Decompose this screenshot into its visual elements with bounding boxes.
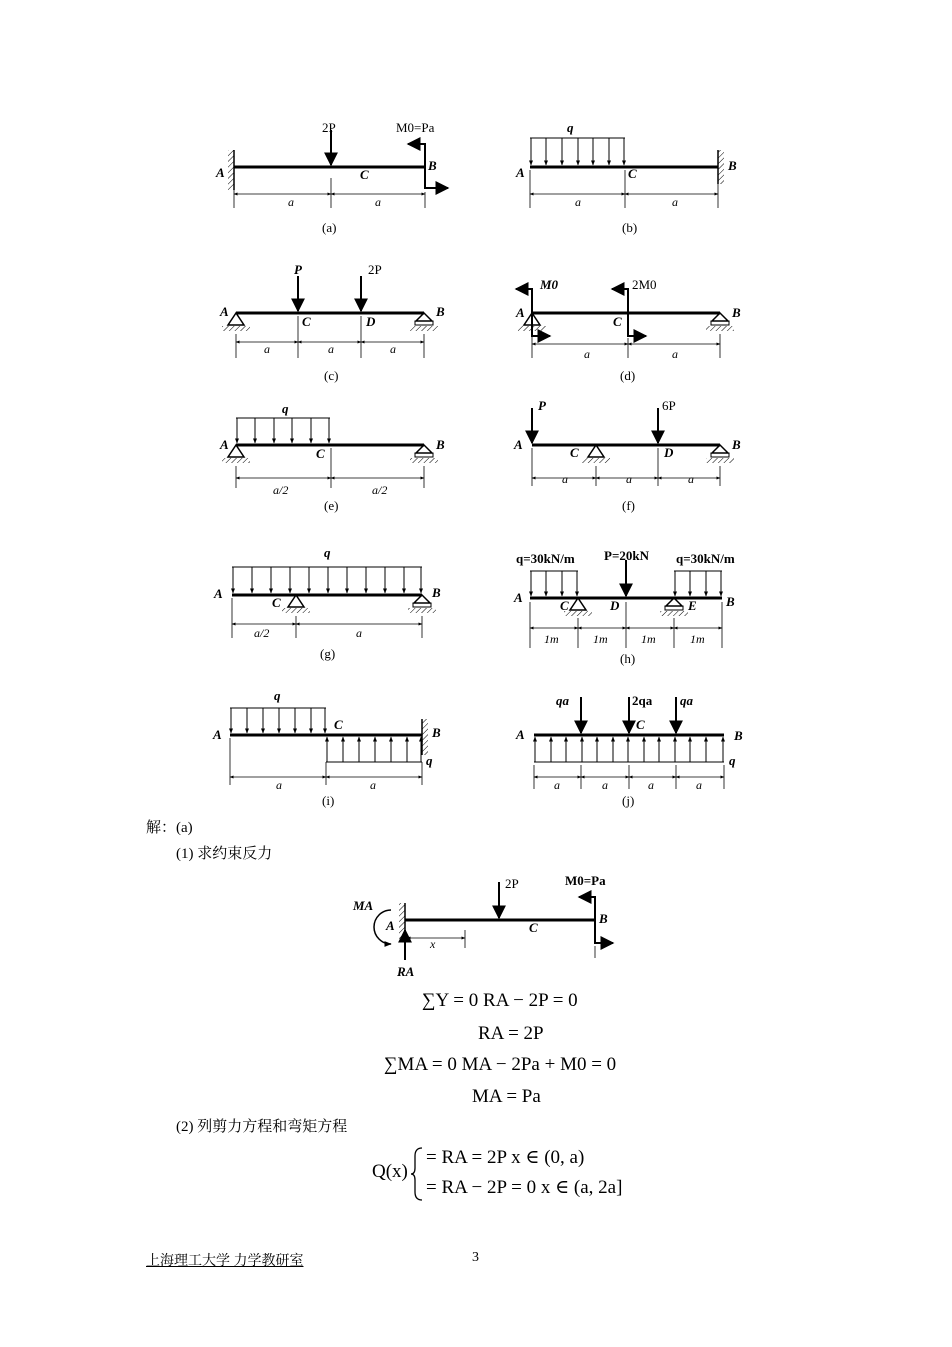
shear-lhs: Q(x) (372, 1161, 408, 1182)
label-c: C (613, 314, 622, 329)
label-c: C (560, 598, 569, 613)
dim-j2: a (602, 778, 608, 792)
load-6p: 6P (662, 398, 676, 413)
equation-sum-ma: ∑MA = 0 MA − 2Pa + M0 = 0 (384, 1054, 617, 1075)
load-q2: q=30kN/m (676, 551, 735, 566)
caption-h: (h) (620, 651, 636, 666)
label-c: C (529, 920, 538, 935)
equation-ra: RA = 2P (478, 1023, 544, 1044)
caption-i: (i) (322, 793, 335, 808)
caption-c: (c) (324, 368, 339, 383)
label-b: B (428, 158, 437, 173)
figure-d (500, 258, 760, 388)
load-q: q (324, 545, 331, 560)
label-x: x (430, 937, 436, 951)
load-2p: 2P (322, 120, 336, 135)
label-c: C (302, 314, 311, 329)
label-b: B (432, 585, 441, 600)
caption-d: (d) (620, 368, 636, 383)
caption-a: (a) (322, 220, 337, 235)
figure-c (200, 258, 460, 388)
dim-c1: a (264, 342, 270, 356)
dim-j4: a (696, 778, 702, 792)
caption-b: (b) (622, 220, 638, 235)
figure-f (500, 398, 760, 518)
label-b: B (732, 437, 741, 452)
load-q-top: q (274, 688, 281, 703)
shear-case-2: = RA − 2P = 0 x ∈ (a, 2a] (426, 1177, 623, 1198)
load-moment: M0=Pa (565, 873, 606, 888)
shear-case-1: = RA = 2P x ∈ (0, a) (426, 1147, 585, 1168)
caption-f: (f) (622, 498, 635, 513)
load-q: q (567, 120, 574, 135)
label-a: A (514, 590, 523, 605)
label-a: A (514, 437, 523, 452)
dim-f1: a (562, 472, 568, 486)
equation-ma: MA = Pa (472, 1086, 541, 1107)
label-a: A (386, 918, 395, 933)
equation-sum-y: ∑Y = 0 RA − 2P = 0 (422, 990, 578, 1011)
label-a: A (516, 305, 525, 320)
dim-i2: a (370, 778, 376, 792)
dim-h4: 1m (690, 632, 705, 646)
load-p: P=20kN (604, 548, 649, 563)
label-c: C (628, 166, 637, 181)
load-2m0: 2M0 (632, 277, 657, 292)
label-b: B (436, 437, 445, 452)
dim-j3: a (648, 778, 654, 792)
dim-i1: a (276, 778, 282, 792)
label-ra: RA (397, 964, 415, 979)
load-m0: M0 (540, 277, 559, 292)
free-body-diagram (345, 868, 635, 988)
dim-a1: a (288, 195, 294, 209)
dim-g2: a (356, 626, 362, 640)
figure-j (500, 685, 760, 815)
load-qa-1: qa (556, 693, 569, 708)
load-q: q (282, 401, 289, 416)
caption-e: (e) (324, 498, 339, 513)
dim-e2: a/2 (372, 483, 388, 497)
label-a: A (220, 437, 229, 452)
dim-c3: a (390, 342, 396, 356)
label-b: B (432, 725, 441, 740)
load-2p: 2P (368, 262, 382, 277)
load-q: q (729, 753, 736, 768)
brace (410, 1146, 424, 1202)
dim-h1: 1m (544, 632, 559, 646)
label-c: C (316, 446, 325, 461)
label-a: A (516, 727, 525, 742)
caption-j: (j) (622, 793, 635, 808)
step-1-title: (1) 求约束反力 (176, 846, 273, 862)
figure-a (200, 110, 460, 240)
label-a: A (216, 165, 225, 180)
label-c: C (360, 167, 369, 182)
dim-h3: 1m (641, 632, 656, 646)
label-d: D (366, 314, 376, 329)
dim-b1: a (575, 195, 581, 209)
dim-d2: a (672, 347, 678, 361)
load-q-bottom: q (426, 753, 433, 768)
load-p: P (538, 398, 546, 413)
label-c: C (570, 445, 579, 460)
load-p: P (294, 262, 302, 277)
figure-e (200, 398, 460, 518)
label-b: B (436, 304, 445, 319)
label-ma: MA (353, 898, 374, 913)
footer-institution: 上海理工大学 力学教研室 (146, 1254, 304, 1269)
figure-b (500, 110, 760, 240)
figure-i (200, 685, 460, 815)
dim-g1: a/2 (254, 626, 270, 640)
figure-g (200, 540, 460, 670)
label-a: A (214, 586, 223, 601)
label-b: B (734, 728, 743, 743)
label-c: C (272, 595, 281, 610)
dim-h2: 1m (593, 632, 608, 646)
label-b: B (728, 158, 737, 173)
dim-e1: a/2 (273, 483, 289, 497)
label-c: C (334, 717, 343, 732)
dim-b2: a (672, 195, 678, 209)
figure-h (500, 540, 760, 670)
dim-d1: a (584, 347, 590, 361)
solution-header: 解：(a) (146, 820, 193, 836)
dim-a2: a (375, 195, 381, 209)
label-a: A (220, 304, 229, 319)
dim-j1: a (554, 778, 560, 792)
load-qa-2: qa (680, 693, 693, 708)
load-moment: M0=Pa (396, 120, 435, 135)
step-2-title: (2) 列剪力方程和弯矩方程 (176, 1119, 348, 1135)
page-number: 3 (472, 1250, 479, 1265)
load-q1: q=30kN/m (516, 551, 575, 566)
caption-g: (g) (320, 646, 336, 661)
label-d: D (610, 598, 620, 613)
label-b: B (599, 911, 608, 926)
label-b: B (726, 594, 735, 609)
dim-c2: a (328, 342, 334, 356)
dim-f2: a (626, 472, 632, 486)
label-d: D (664, 445, 674, 460)
load-2qa: 2qa (632, 693, 653, 708)
label-b: B (732, 305, 741, 320)
label-e: E (688, 598, 697, 613)
dim-f3: a (688, 472, 694, 486)
label-a: A (213, 727, 222, 742)
load-2p: 2P (505, 876, 519, 891)
label-a: A (516, 165, 525, 180)
label-c: C (636, 717, 645, 732)
